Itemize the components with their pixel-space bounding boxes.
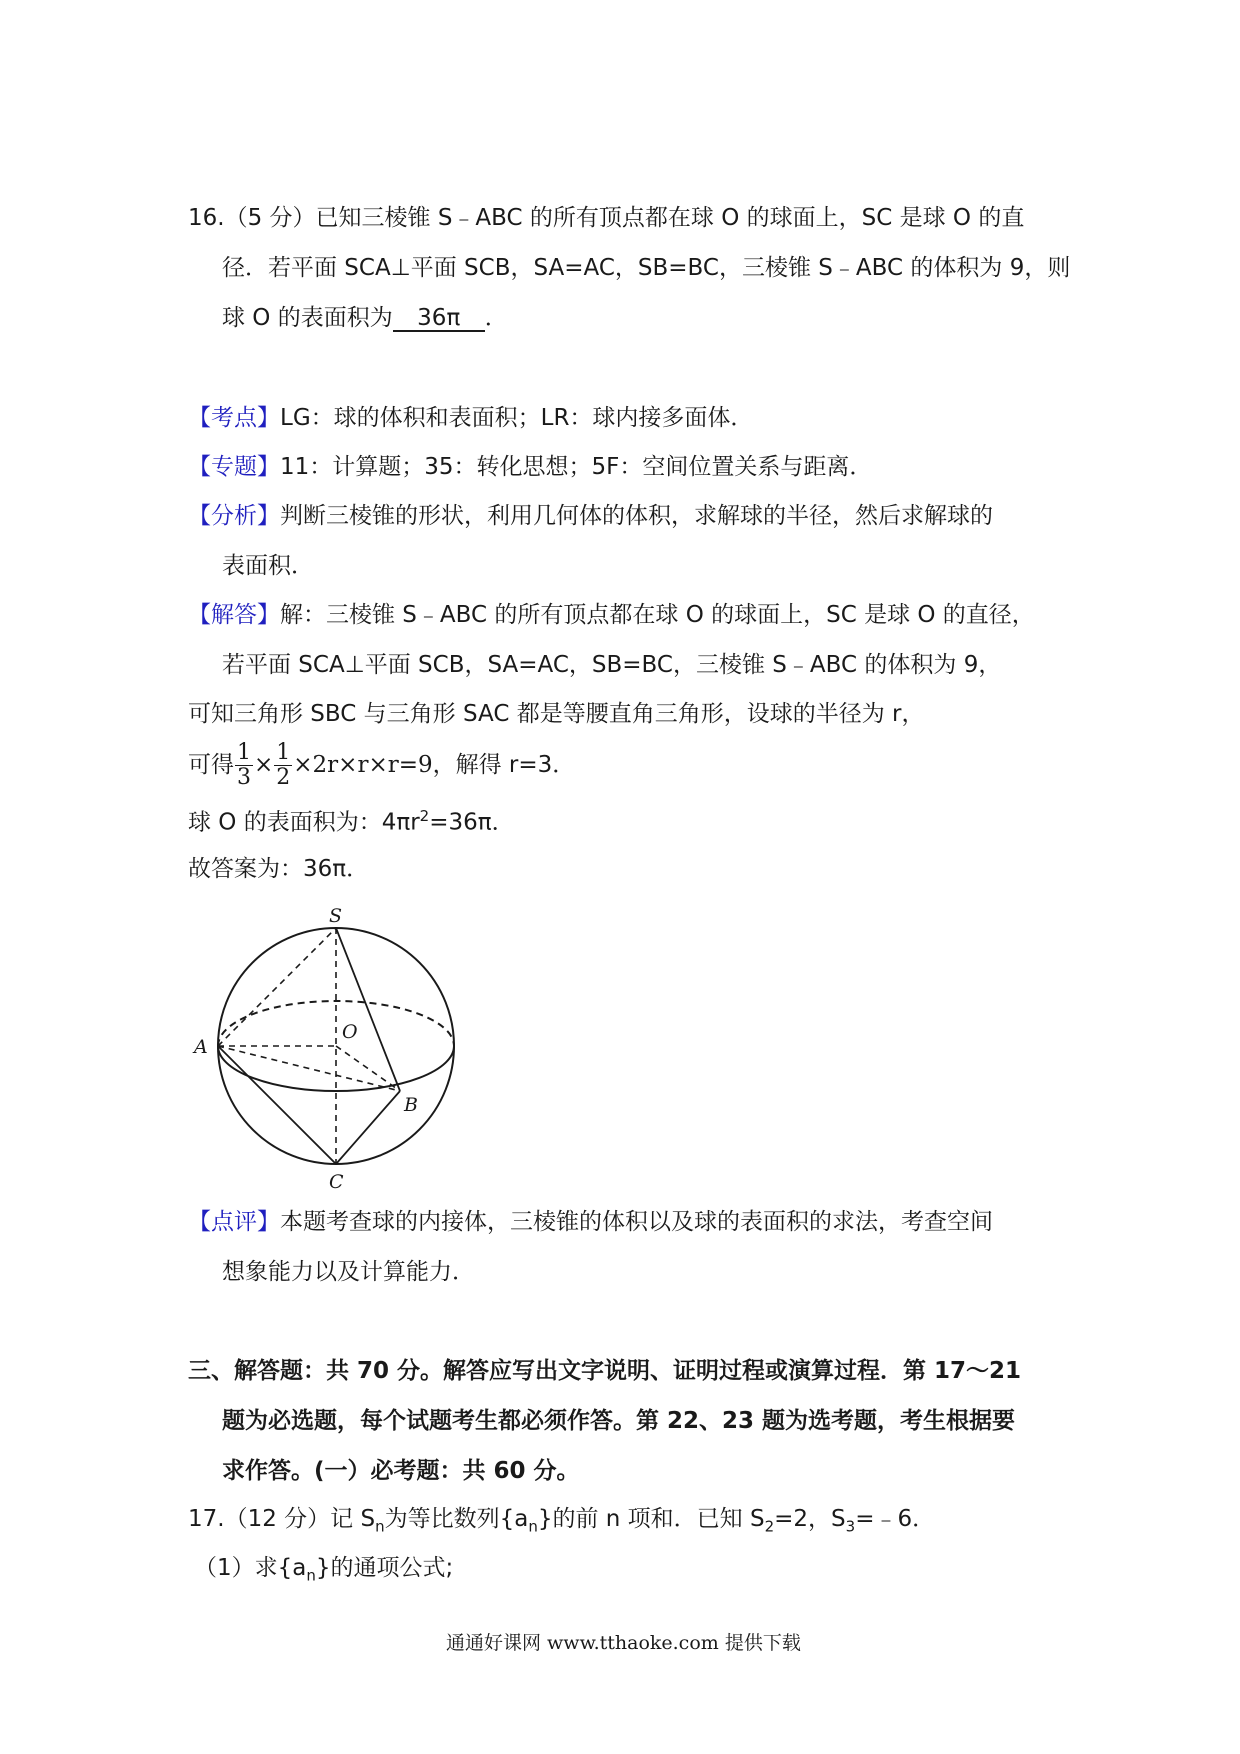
jieda-line-5-post: =36π． <box>429 809 515 836</box>
dianping-line-2: 想象能力以及计算能力． <box>222 1259 475 1285</box>
fenxi-line-1 <box>188 505 993 528</box>
q16-line-3-text: 球 O 的表面积为 <box>222 305 393 331</box>
q16-line-1: 16.（5 分）已知三棱锥 S﹣ABC 的所有顶点都在球 O 的球面上，SC 是球 O 的直 <box>188 205 1025 231</box>
fraction-2-denominator: 2 <box>276 765 291 790</box>
q17-sub-n: n <box>375 1517 385 1536</box>
jieda-line-5-sup: 2 <box>419 807 430 825</box>
jieda-line-4 <box>188 742 575 789</box>
q17-part-1 <box>194 1557 453 1584</box>
fraction-1-numerator: 1 <box>237 740 251 765</box>
edge-ac <box>218 1046 336 1164</box>
jieda-line-4-pre: 可得 <box>188 752 234 778</box>
jieda-text-1: 解：三棱锥 S﹣ABC 的所有顶点都在球 O 的球面上，SC 是球 O 的直径， <box>280 602 1035 628</box>
fraction-2-numerator: 1 <box>276 740 291 765</box>
edge-sb <box>336 928 400 1091</box>
q16-answer-blank: 36π <box>393 307 485 332</box>
jieda-line-4-post: ，解得 r=3． <box>432 752 576 778</box>
jieda-line-1 <box>188 604 1035 627</box>
jieda-line-6: 故答案为：36π． <box>188 856 370 882</box>
section3-line-3: 求作答。(一）必考题：共 60 分。 <box>222 1458 580 1484</box>
jieda-line-5 <box>188 809 515 835</box>
q17-stem-p4: =2，S <box>774 1506 846 1532</box>
q16-line-2: 径．若平面 SCA⊥平面 SCB，SA=AC，SB=BC，三棱锥 S﹣ABC 的体积为 9，则 <box>222 255 1071 281</box>
q17-sub-2: 2 <box>764 1517 775 1536</box>
label-c: C <box>329 1171 344 1193</box>
jieda-line-2: 若平面 SCA⊥平面 SCB，SA=AC，SB=BC，三棱锥 S﹣ABC 的体积为 9， <box>222 652 1002 678</box>
zhuanti-tag: 【专题】 <box>188 454 280 480</box>
q16-line-3 <box>222 307 508 332</box>
sphere-figure <box>190 900 470 1200</box>
dianping-text-1: 本题考查球的内接体，三棱锥的体积以及球的表面积的求法，考查空间 <box>280 1209 993 1235</box>
section3-line-2: 题为必选题，每个试题考生都必须作答。第 22、23 题为选考题，考生根据要 <box>222 1408 1016 1434</box>
footer-text: 通通好课网 www.tthaoke.com 提供下载 <box>446 1632 801 1654</box>
fraction-one-third <box>235 742 253 789</box>
q16-line-3-end: ． <box>484 305 508 331</box>
label-s: S <box>329 905 343 927</box>
edge-ab <box>218 1046 400 1091</box>
fenxi-tag: 【分析】 <box>188 503 280 529</box>
fenxi-line-2: 表面积． <box>222 553 314 579</box>
q17-sub-3: 3 <box>845 1517 856 1536</box>
fraction-1-denominator: 3 <box>237 765 251 790</box>
zhuanti-text: 11：计算题；35：转化思想；5F：空间位置关系与距离． <box>280 454 873 480</box>
q17-stem-p3: }的前 n 项和．已知 S <box>537 1506 765 1532</box>
dianping-line-1 <box>188 1211 993 1234</box>
label-b: B <box>404 1094 418 1116</box>
label-a: A <box>194 1036 208 1058</box>
fenxi-text-1: 判断三棱锥的形状，利用几何体的体积，求解球的半径，然后求解球的 <box>280 503 993 529</box>
q17-stem-p5: =﹣6． <box>855 1506 936 1532</box>
jieda-line-5-pre: 球 O 的表面积为：4πr <box>188 809 420 836</box>
jieda-line-4-expr: ×2r×r×r=9 <box>293 752 433 778</box>
kaodian-text: LG：球的体积和表面积；LR：球内接多面体． <box>280 405 754 431</box>
q17-stem-p2: 为等比数列{a <box>384 1506 529 1532</box>
q17-part-1-pre: （1）求{a <box>194 1555 307 1581</box>
jieda-line-3: 可知三角形 SBC 与三角形 SAC 都是等腰直角三角形，设球的半径为 r， <box>188 701 925 727</box>
q17-sub-n2: n <box>528 1517 538 1536</box>
q17-stem-p1: 17.（12 分）记 S <box>188 1506 376 1532</box>
q17-stem <box>188 1508 935 1535</box>
times-sign: × <box>254 752 274 778</box>
kaodian-tag: 【考点】 <box>188 405 280 431</box>
dianping-tag: 【点评】 <box>188 1209 280 1235</box>
q17-part-1-sub: n <box>306 1566 316 1585</box>
fraction-one-half <box>274 742 292 789</box>
label-o: O <box>342 1021 358 1043</box>
kaodian-line <box>188 407 753 430</box>
jieda-tag: 【解答】 <box>188 602 280 628</box>
edge-cb <box>336 1091 400 1164</box>
edge-as <box>218 928 336 1046</box>
section3-line-1: 三、解答题：共 70 分。解答应写出文字说明、证明过程或演算过程．第 17～21 <box>188 1358 1022 1384</box>
q17-part-1-post: }的通项公式; <box>315 1555 454 1581</box>
zhuanti-line <box>188 456 872 479</box>
